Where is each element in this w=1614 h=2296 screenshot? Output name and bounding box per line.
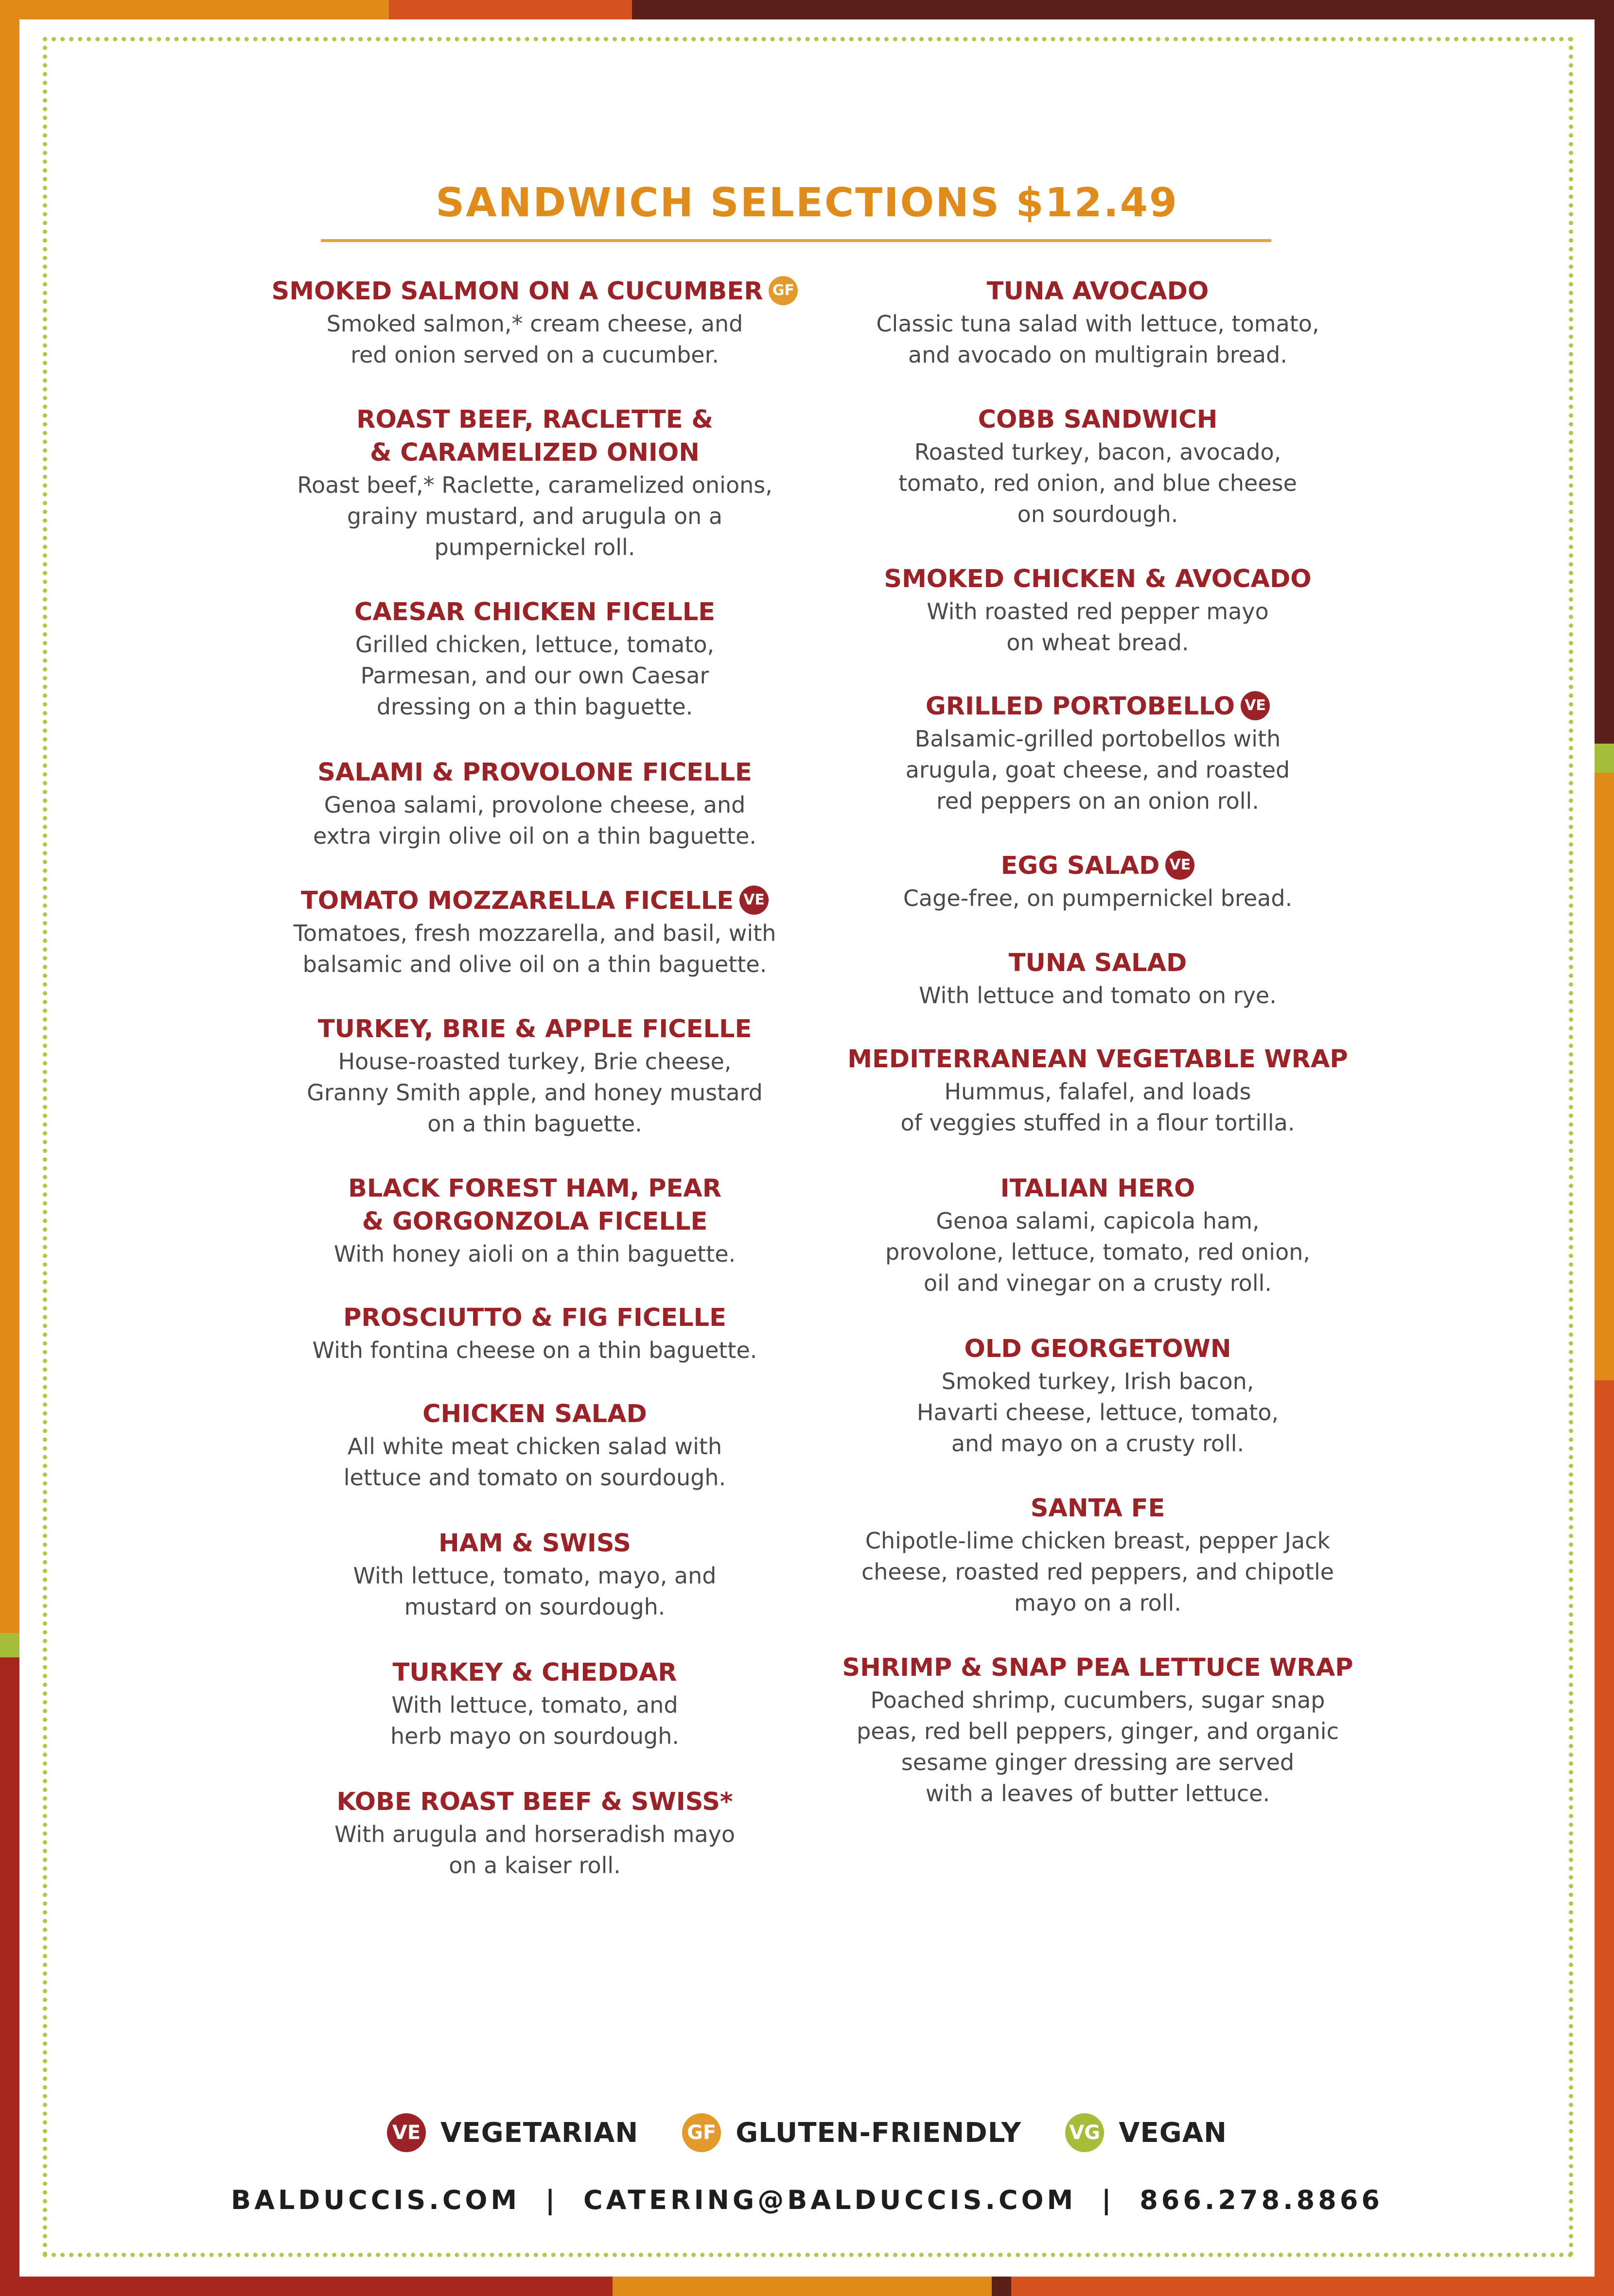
menu-item-description: With arugula and horseradish mayo [334,1821,736,1847]
frame-bottom-red-right [1011,2277,1614,2296]
menu-item-description: Cage-free, on pumpernickel bread. [903,885,1293,911]
phone-number[interactable]: 866.278.8866 [1140,2185,1383,2215]
menu-item-description: Genoa salami, provolone cheese, and [324,792,746,818]
menu-item-description: of veggies stuffed in a flour tortilla. [900,1110,1295,1136]
menu-item [818,563,1377,658]
menu-item-description: Havarti cheese, lettuce, tomato, [916,1399,1279,1426]
menu-item [255,1172,814,1270]
legend-label: VEGETARIAN [440,2117,639,2149]
menu-item-description: on a kaiser roll. [449,1852,621,1879]
menu-item-name-text: ROAST BEEF, RACLETTE & [356,405,713,434]
menu-item-description: With lettuce and tomato on rye. [919,982,1277,1009]
frame-top-maroon [632,0,1614,19]
menu-item-description: cheese, roasted red peppers, and chipotle [861,1559,1334,1585]
menu-item-description: arugula, goat cheese, and roasted [905,757,1290,783]
legend-label: GLUTEN-FRIENDLY [736,2117,1022,2149]
frame-left-orange [0,0,19,1633]
menu-item-description: Genoa salami, capicola ham, [936,1208,1260,1234]
menu-item-description: House-roasted turkey, Brie cheese, [338,1048,732,1075]
menu-item [255,275,814,370]
menu-item [818,947,1377,1011]
menu-item-name [818,1172,1377,1205]
menu-item [818,1172,1377,1299]
menu-item-description: grainy mustard, and arugula on a [347,503,723,529]
menu-item-name-text: TUNA SALAD [1008,949,1187,977]
menu-item [255,596,814,722]
menu-item-name [255,1013,814,1046]
separator: | [1101,2185,1115,2215]
menu-item-description: Smoked turkey, Irish bacon, [941,1368,1254,1394]
menu-item-name [255,596,814,629]
menu-item-description: oil and vinegar on a crusty roll. [923,1270,1272,1296]
menu-item-description: tomato, red onion, and blue cheese [898,470,1297,496]
legend-item-gf [682,2113,1021,2152]
menu-item-description: mayo on a roll. [1014,1590,1181,1616]
menu-item [818,1652,1377,1809]
menu-item-name [255,403,814,436]
menu-item-description: lettuce and tomato on sourdough. [343,1464,726,1491]
menu-item-name [818,275,1377,308]
menu-item [818,1492,1377,1618]
gluten-friendly-badge: GF [682,2113,721,2152]
vegetarian-badge: VE [739,886,769,915]
page-title: SANDWICH SELECTIONS $12.49 [436,180,1178,226]
menu-item-name [818,563,1377,596]
right-menu-column [818,275,1377,1809]
menu-item-description: and mayo on a crusty roll. [951,1430,1245,1457]
frame-bottom-maroon [992,2277,1011,2296]
menu-item-description: Chipotle-lime chicken breast, pepper Jack [865,1528,1331,1554]
vegan-badge: VG [1065,2113,1104,2152]
menu-item-description: Granny Smith apple, and honey mustard [307,1079,763,1106]
contact-footer [0,2185,1614,2215]
legend-label: VEGAN [1119,2117,1227,2149]
frame-bottom-orange [613,2277,992,2296]
menu-item-name [255,1205,814,1238]
menu-item [818,1333,1377,1459]
menu-item-description: peas, red bell peppers, ginger, and organic [857,1718,1339,1744]
menu-item-description: dressing on a thin baguette. [376,694,693,720]
menu-item-name [255,275,814,308]
menu-item-description: Roast beef,* Raclette, caramelized onions, [297,472,772,498]
menu-item-description: mustard on sourdough. [404,1594,666,1620]
menu-item-description: All white meat chicken salad with [347,1433,722,1460]
menu-item-description: on wheat bread. [1006,629,1189,656]
menu-item [255,1656,814,1752]
menu-item-description: Hummus, falafel, and loads [944,1078,1251,1105]
menu-item-name [818,850,1377,883]
separator: | [545,2185,559,2215]
menu-item-description: herb mayo on sourdough. [390,1723,679,1749]
menu-item-name [818,1652,1377,1685]
menu-item-description: with a leaves of butter lettuce. [925,1780,1270,1807]
menu-item-name [818,947,1377,980]
menu-item-name-text: TUNA AVOCADO [986,277,1209,306]
menu-item-name-text: CHICKEN SALAD [422,1400,647,1428]
menu-item-name-text: & CARAMELIZED ONION [370,438,700,467]
vegetarian-badge: VE [1241,691,1270,720]
menu-item-name-text: BLACK FOREST HAM, PEAR [348,1174,722,1203]
menu-item-description: With lettuce, tomato, mayo, and [353,1563,717,1589]
menu-item-name [255,1302,814,1335]
menu-item-name [255,436,814,470]
menu-item-name-text: SMOKED SALMON ON A CUCUMBER [271,277,763,306]
frame-bottom-red [0,2277,613,2296]
menu-item [255,1786,814,1881]
menu-item-description: Parmesan, and our own Caesar [360,662,709,689]
menu-item-description: and avocado on multigrain bread. [908,342,1287,368]
menu-item-description: Tomatoes, fresh mozzarella, and basil, with [293,920,776,946]
menu-item-name-text: TURKEY, BRIE & APPLE FICELLE [317,1015,752,1044]
menu-item-description: Balsamic-grilled portobellos with [914,726,1281,752]
menu-item [818,403,1377,530]
menu-item-name-text: KOBE ROAST BEEF & SWISS* [336,1788,733,1816]
menu-item-name [255,1527,814,1560]
menu-item-name [818,1333,1377,1366]
menu-item [818,690,1377,817]
menu-item-name [818,403,1377,436]
email-link[interactable]: CATERING@BALDUCCIS.COM [583,2185,1077,2215]
menu-item-description: red onion served on a cucumber. [351,342,719,368]
frame-top-red [389,0,632,19]
frame-right-red [1595,1380,1614,2296]
left-menu-column [255,275,814,1881]
legend-item-vg [1065,2113,1227,2152]
vegetarian-badge: VE [387,2113,426,2152]
menu-item [818,275,1377,370]
menu-item-description: With lettuce, tomato, and [391,1692,678,1718]
menu-item-name [255,756,814,789]
menu-item-description: pumpernickel roll. [434,534,635,560]
menu-item-description: sesame ginger dressing are served [901,1749,1295,1775]
menu-item-description: on a thin baguette. [427,1111,642,1137]
menu-item-name [818,1492,1377,1525]
menu-item-name-text: PROSCIUTTO & FIG FICELLE [343,1304,726,1332]
menu-item [255,756,814,852]
menu-item-name-text: HAM & SWISS [438,1529,632,1558]
dietary-legend [0,2113,1614,2152]
menu-item-description: Smoked salmon,* cream cheese, and [326,311,743,337]
menu-item [255,885,814,980]
menu-item-description: red peppers on an onion roll. [936,788,1259,814]
menu-item [255,1302,814,1366]
menu-item [255,1527,814,1622]
menu-item-description: provolone, lettuce, tomato, red onion, [885,1239,1310,1265]
menu-item-name [255,1786,814,1819]
menu-item-name-text: SMOKED CHICKEN & AVOCADO [884,565,1312,593]
menu-item-name-text: COBB SANDWICH [978,405,1218,434]
menu-item-description: Grilled chicken, lettuce, tomato, [355,631,715,658]
menu-item [255,1398,814,1493]
menu-item-description: With fontina cheese on a thin baguette. [312,1337,757,1363]
frame-left-green [0,1633,19,1657]
menu-item-description: Classic tuna salad with lettuce, tomato, [876,311,1319,337]
menu-item-description: Roasted turkey, bacon, avocado, [914,439,1281,465]
menu-item-name-text: TOMATO MOZZARELLA FICELLE [300,887,734,915]
menu-item-name-text: SANTA FE [1030,1494,1165,1523]
menu-item [255,403,814,563]
menu-item-name-text: SHRIMP & SNAP PEA LETTUCE WRAP [842,1653,1353,1682]
frame-top-orange [0,0,389,19]
menu-item [818,1043,1377,1138]
menu-item-name [818,1043,1377,1076]
menu-item [255,1013,814,1139]
menu-item-name-text: GRILLED PORTOBELLO [925,692,1235,721]
menu-item-name [255,1398,814,1431]
frame-right-maroon [1595,0,1614,744]
menu-item-name [818,690,1377,723]
title-underline [321,239,1271,242]
menu-item-name-text: SALAMI & PROVOLONE FICELLE [317,758,752,787]
menu-item-name [255,1172,814,1205]
menu-item-name-text: ITALIAN HERO [1000,1174,1195,1203]
menu-item-name [255,1656,814,1689]
menu-item-name-text: OLD GEORGETOWN [964,1335,1231,1363]
menu-item-name-text: CAESAR CHICKEN FICELLE [354,598,716,626]
frame-right-green [1595,744,1614,773]
menu-item-name-text: TURKEY & CHEDDAR [392,1658,677,1687]
website-link[interactable]: BALDUCCIS.COM [231,2185,521,2215]
menu-item-description: Poached shrimp, cucumbers, sugar snap [870,1687,1325,1713]
menu-item-description: balsamic and olive oil on a thin baguette. [302,951,767,977]
menu-item-description: extra virgin olive oil on a thin baguette. [313,823,757,849]
menu-item [818,850,1377,914]
menu-item-name-text: MEDITERRANEAN VEGETABLE WRAP [847,1045,1348,1074]
menu-item-description: With roasted red pepper mayo [927,598,1269,625]
menu-item-name-text: & GORGONZOLA FICELLE [362,1207,708,1236]
gluten-friendly-badge: GF [769,276,798,305]
legend-item-ve [387,2113,638,2152]
vegetarian-badge: VE [1165,851,1194,880]
menu-item-description: on sourdough. [1017,501,1178,527]
menu-item-name-text: EGG SALAD [1000,852,1160,880]
menu-item-description: With honey aioli on a thin baguette. [333,1241,736,1267]
frame-right-orange [1595,773,1614,1380]
menu-item-name [255,885,814,918]
